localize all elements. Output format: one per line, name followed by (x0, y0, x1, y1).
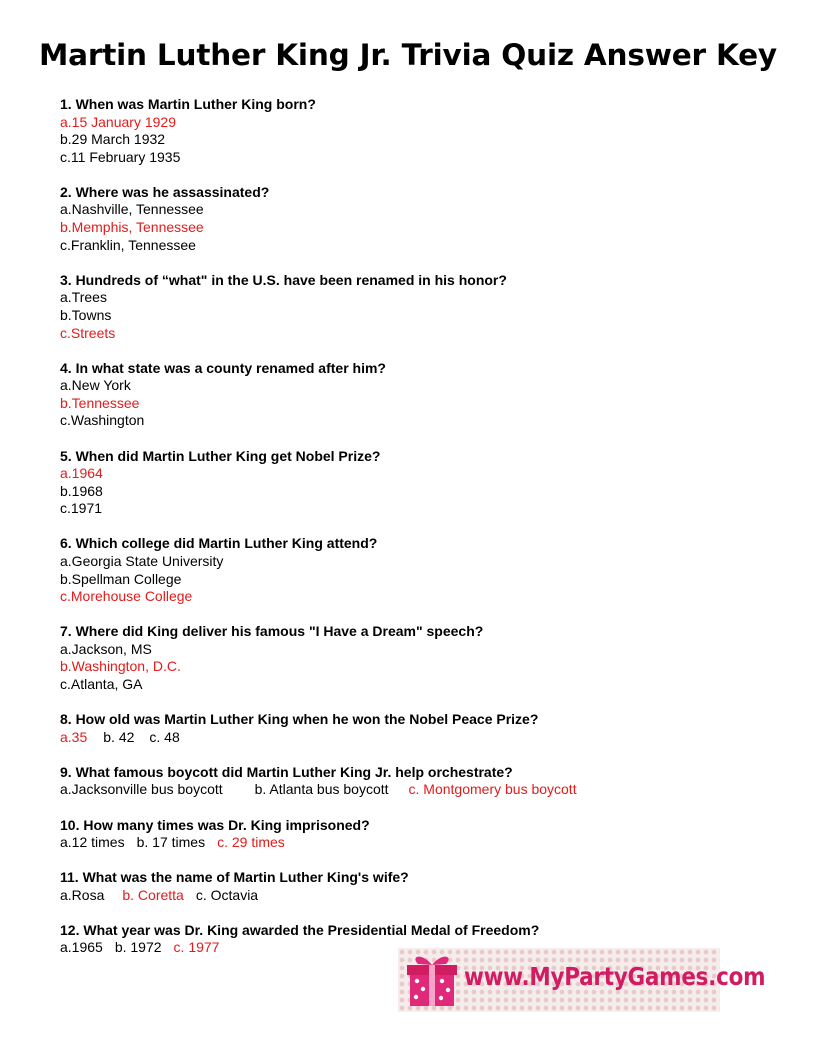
question-3 (60, 272, 760, 342)
answer-options (60, 834, 760, 852)
correct-answer: b.Memphis, Tennessee (60, 219, 204, 236)
question-4 (60, 360, 760, 430)
answer-option: a.New York (60, 377, 131, 394)
answer-option: a.Rosa (60, 886, 105, 903)
answer-option: c.Franklin, Tennessee (60, 236, 196, 253)
correct-answer: b.Washington, D.C. (60, 658, 181, 675)
question-text: 8. How old was Martin Luther King when he won the Nobel Peace Prize? (60, 711, 539, 728)
answer-option: b. 1972 (114, 939, 162, 956)
answer-option: c. Octavia (195, 886, 259, 903)
question-10 (60, 817, 760, 852)
correct-answer: a.15 January 1929 (60, 113, 176, 130)
answer-option: b.Spellman College (60, 570, 182, 587)
question-8 (60, 711, 760, 746)
question-text: 5. When did Martin Luther King get Nobel Prize? (60, 447, 381, 464)
gift-icon (404, 950, 462, 1010)
question-5 (60, 448, 760, 518)
question-11 (60, 869, 760, 904)
site-logo[interactable] (398, 948, 766, 1012)
question-text: 12. What year was Dr. King awarded the Presidential Medal of Freedom? (60, 921, 540, 938)
answer-option: a.12 times (60, 834, 125, 851)
answer-option: a.Trees (60, 289, 107, 306)
question-text: 2. Where was he assassinated? (60, 183, 270, 200)
correct-answer: c. 29 times (217, 834, 285, 851)
question-2 (60, 184, 760, 254)
question-7 (60, 623, 760, 693)
answer-option: a.Jackson, MS (60, 640, 152, 657)
answer-option: c.1971 (60, 500, 103, 517)
correct-answer: b.Tennessee (60, 394, 140, 411)
page-title: Martin Luther King Jr. Trivia Quiz Answer Key (39, 38, 777, 72)
answer-option: a.Nashville, Tennessee (60, 201, 204, 218)
answer-options (60, 729, 760, 747)
correct-answer: c.Streets (60, 324, 116, 341)
question-text: 11. What was the name of Martin Luther King's wife? (60, 869, 409, 886)
quiz-list (60, 96, 760, 975)
answer-option: a.1965 (60, 939, 103, 956)
question-text: 3. Hundreds of “what" in the U.S. have been renamed in his honor? (60, 271, 507, 288)
logo-text: www.MyPartyGames.com (464, 962, 766, 991)
correct-answer: c.Morehouse College (60, 588, 193, 605)
answer-option: b.1968 (60, 482, 103, 499)
answer-option: a.Georgia State University (60, 552, 224, 569)
question-text: 1. When was Martin Luther King born? (60, 96, 316, 112)
question-1 (60, 96, 760, 166)
question-text: 6. Which college did Martin Luther King attend? (60, 535, 378, 552)
question-text: 4. In what state was a county renamed after him? (60, 359, 386, 376)
question-text: 10. How many times was Dr. King imprisoned? (60, 816, 370, 833)
answer-options (60, 781, 760, 799)
answer-option: b.Towns (60, 306, 112, 323)
correct-answer: c. Montgomery bus boycott (408, 781, 577, 798)
answer-option: b. Atlanta bus boycott (254, 781, 389, 798)
answer-options (60, 887, 760, 905)
correct-answer: b. Coretta (122, 886, 184, 903)
answer-option: b. 42 (103, 728, 135, 745)
answer-option: c. 48 (149, 728, 180, 745)
answer-option: b. 17 times (136, 834, 206, 851)
answer-option: a.Jacksonville bus boycott (60, 781, 223, 798)
correct-answer: c. 1977 (173, 939, 220, 956)
correct-answer: a.35 (60, 728, 88, 745)
answer-option: b.29 March 1932 (60, 131, 166, 148)
question-6 (60, 535, 760, 605)
correct-answer: a.1964 (60, 465, 103, 482)
answer-option: c.11 February 1935 (60, 148, 181, 165)
answer-option: c.Washington (60, 412, 145, 429)
question-9 (60, 764, 760, 799)
question-text: 7. Where did King deliver his famous "I Have a Dream" speech? (60, 623, 484, 640)
answer-option: c.Atlanta, GA (60, 676, 143, 693)
question-text: 9. What famous boycott did Martin Luther King Jr. help orchestrate? (60, 763, 513, 780)
